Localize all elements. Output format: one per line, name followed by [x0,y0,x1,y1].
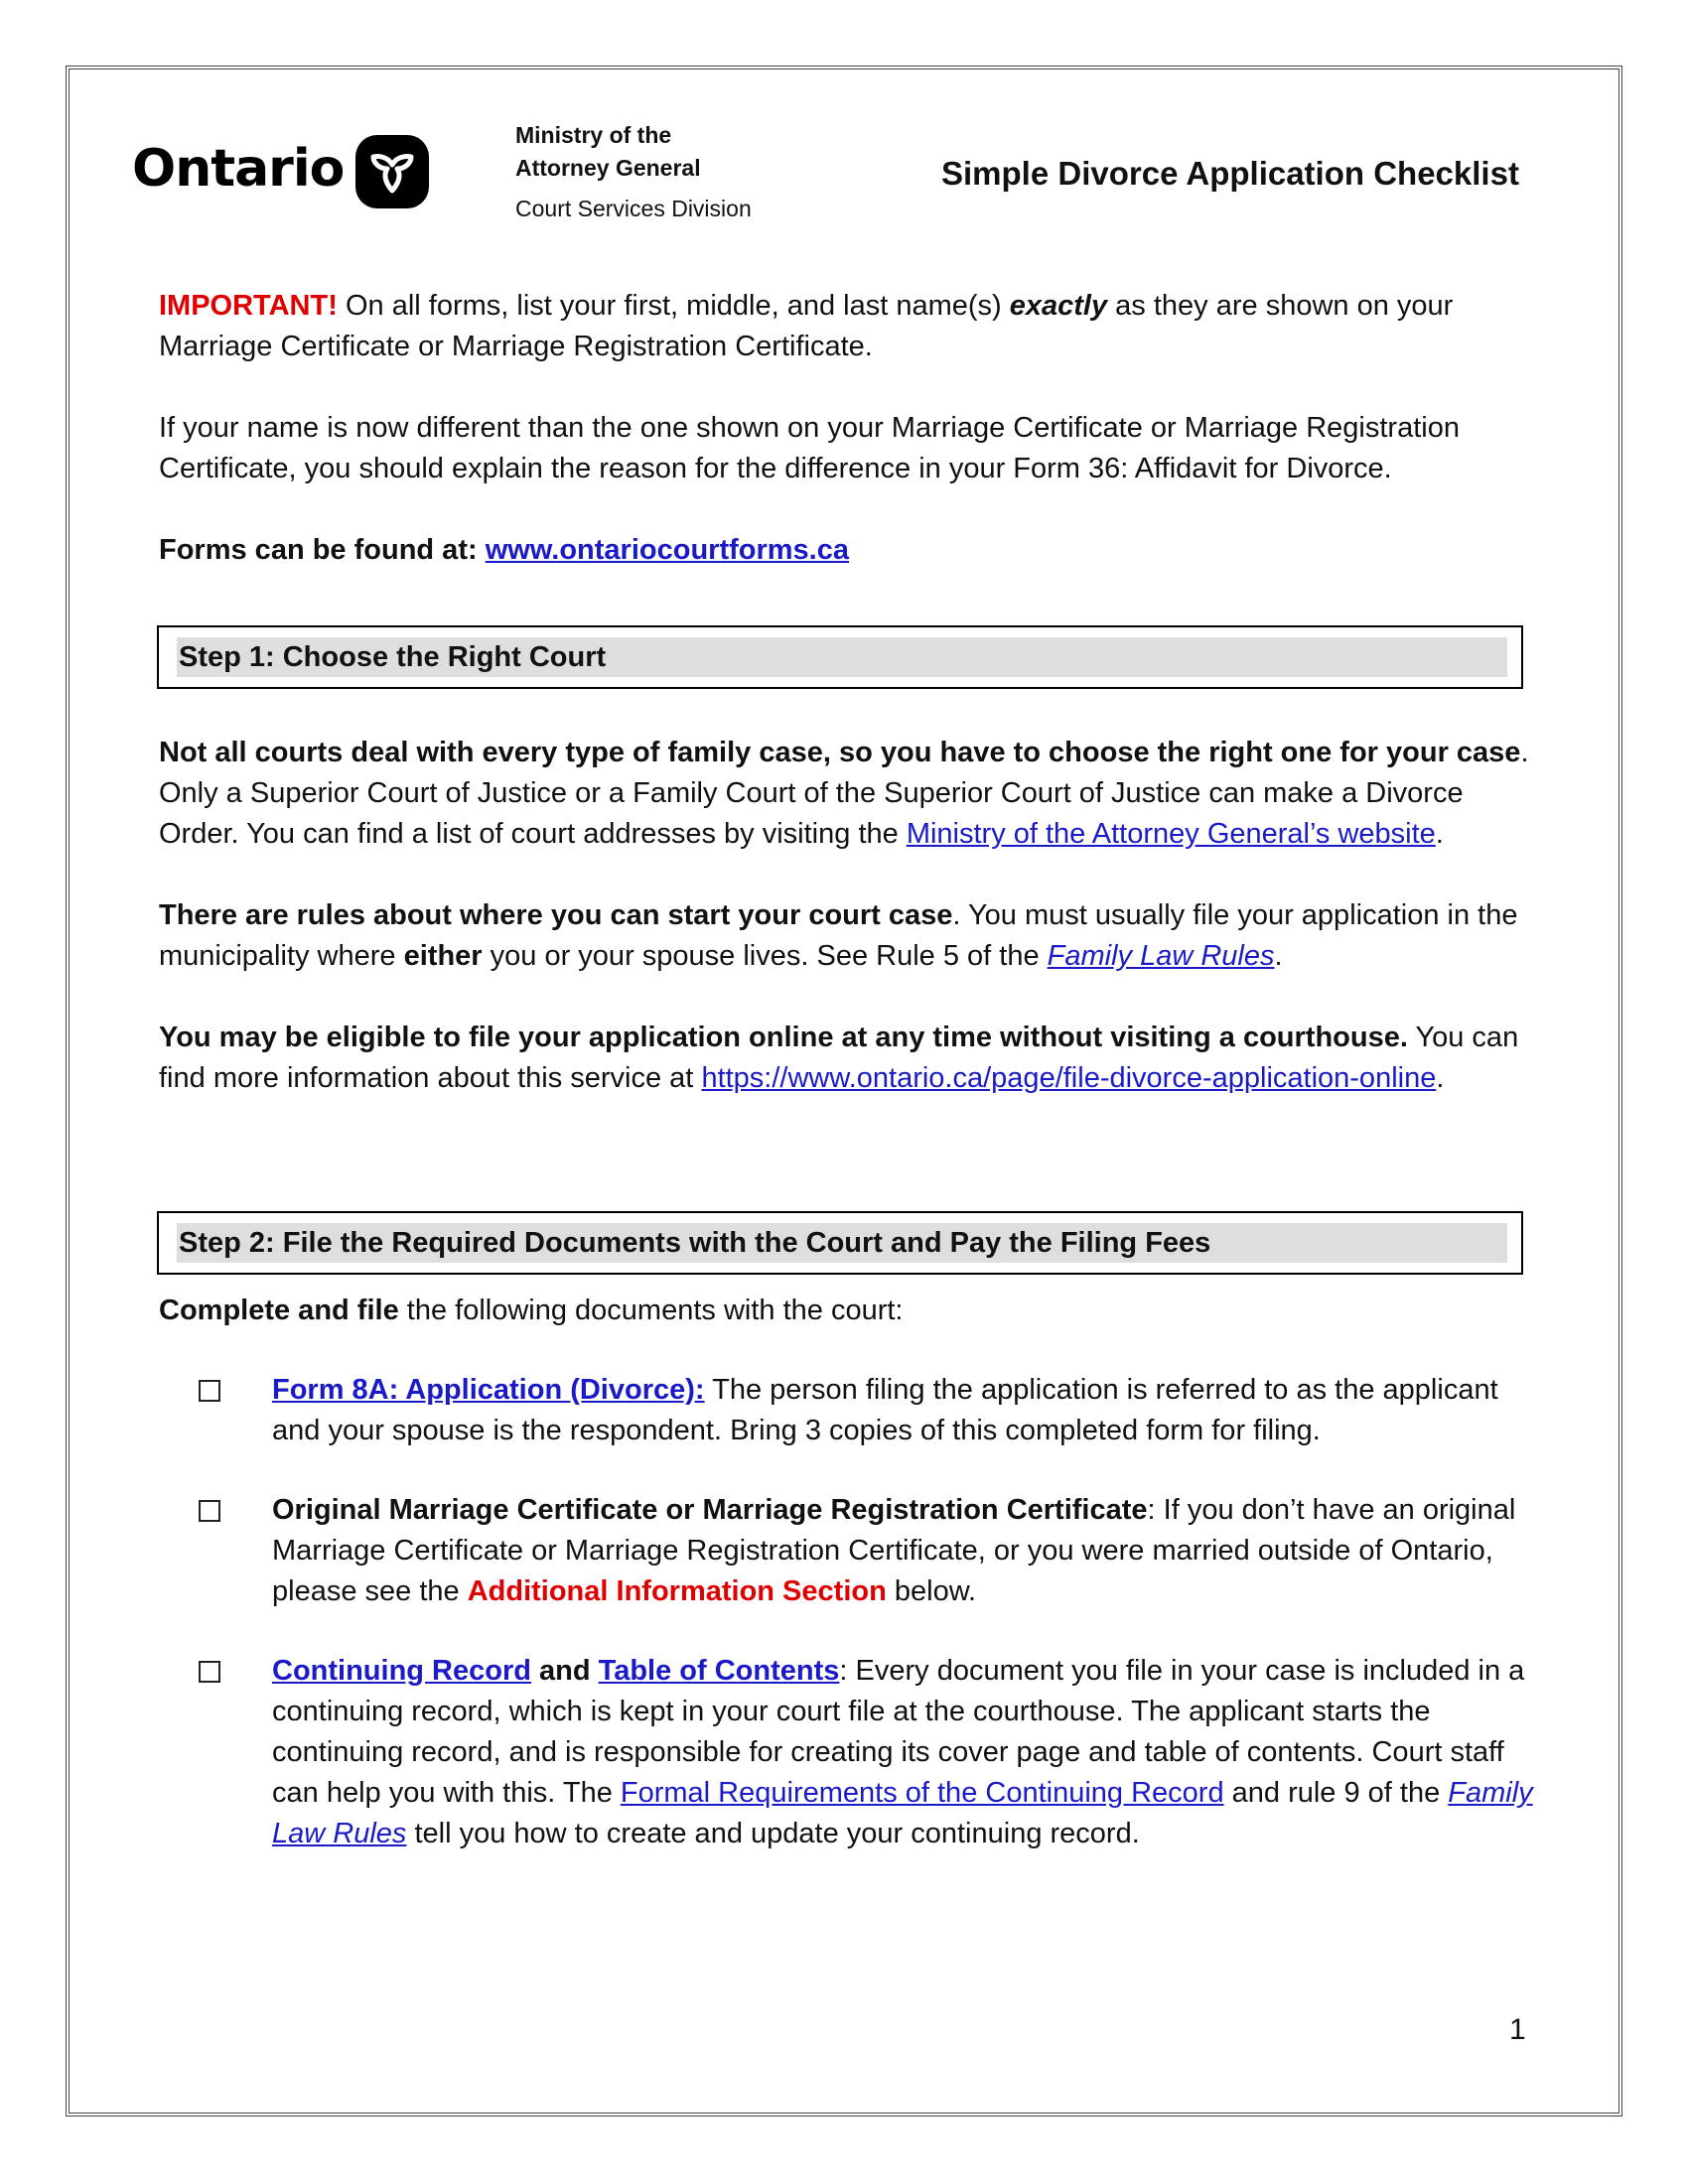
family-law-rules-link-2[interactable]: Family Law Rules [272,1777,1533,1849]
additional-info-reference: Additional Information Section [467,1575,887,1607]
header [132,119,1542,238]
page-number: 1 [1509,2013,1526,2046]
ministry-block [515,119,752,225]
step-2-header [157,1211,1523,1275]
document-title: Simple Divorce Application Checklist [941,155,1519,192]
online-divorce-link[interactable]: https://www.ontario.ca/page/file-divorce-application-online [701,1062,1437,1094]
step-1-header [157,625,1523,689]
ministry-line-2: Attorney General [515,155,701,181]
step-1-paragraph-1: Not all courts deal with every type of family case, so you have to choose the right one for your case. Only a Superior Court of Justice or a Family Court of the Superior Court of Justice can make a Divorce Order. You can find a list of court addresses by visiting the Ministry of the Attorney General’s website. [159,737,1529,850]
checkbox[interactable] [199,1661,220,1683]
step-2-lead: Complete and file the following documents with the court: [159,1295,904,1326]
formal-requirements-link[interactable]: Formal Requirements of the Continuing Record [620,1777,1224,1809]
table-of-contents-link[interactable]: Table of Contents [598,1655,840,1687]
step-1-paragraph-2: There are rules about where you can start your court case. You must usually file your application in the municipality where either you or your spouse lives. See Rule 5 of the Family Law Rules. [159,899,1518,972]
checkbox[interactable] [199,1500,220,1522]
step-1-section [159,733,1529,1099]
continuing-record-link[interactable]: Continuing Record [272,1655,531,1687]
ontariocourtforms-link[interactable]: www.ontariocourtforms.ca [485,534,849,566]
forms-location: Forms can be found at: www.ontariocourtforms.ca [159,534,849,566]
ministry-line-1: Ministry of the [515,122,672,148]
family-law-rules-link[interactable]: Family Law Rules [1047,940,1275,972]
step-2-title: Step 2: File the Required Documents with the Court and Pay the Filing Fees [177,1223,1507,1263]
trillium-icon [355,135,429,208]
checklist-item-marriage-certificate: Original Marriage Certificate or Marriage Registration Certificate: If you don’t have an original Marriage Certificate or Marriage Registration Certificate, or you were married outside of Ontario, please see the Additional Information Section below. [199,1490,1539,1612]
form-8a-link[interactable]: Form 8A: Application (Divorce): [272,1374,705,1406]
division-name: Court Services Division [515,196,752,221]
mag-website-link[interactable]: Ministry of the Attorney General’s website [906,818,1436,850]
important-label: IMPORTANT! [159,290,338,322]
intro-section [159,286,1529,571]
important-notice: IMPORTANT! On all forms, list your first, middle, and last name(s) exactly as they are shown on your Marriage Certificate or Marriage Registration Certificate. [159,290,1454,362]
checklist-item-continuing-record: Continuing Record and Table of Contents: Every document you file in your case is included in a continuing record, which is kept in your court file at the courthouse. The applicant starts the continuing record, and is responsible for creating its cover page and table of contents. Court staff can help you with this. The Formal Requirements of the Continuing Record and rule 9 of the Family Law Rules tell you how to create and update your continuing record. [199,1651,1539,1854]
step-1-paragraph-3: You may be eligible to file your application online at any time without visiting a courthouse. You can find more information about this service at https://www.ontario.ca/page/file-divorce-application-online. [159,1022,1519,1094]
step-1-title: Step 1: Choose the Right Court [177,637,1507,677]
name-change-paragraph: If your name is now different than the one shown on your Marriage Certificate or Marriage Registration Certificate, you should explain the reason for the difference in your Form 36: Affidavit for Divorce. [159,412,1460,484]
checkbox[interactable] [199,1380,220,1402]
ontario-logo-text: Ontario [132,139,345,199]
emphasis-exactly: exactly [1009,290,1108,322]
checklist-item-form-8a: Form 8A: Application (Divorce): The person filing the application is referred to as the applicant and your spouse is the respondent. Bring 3 copies of this completed form for filing. [199,1370,1539,1451]
